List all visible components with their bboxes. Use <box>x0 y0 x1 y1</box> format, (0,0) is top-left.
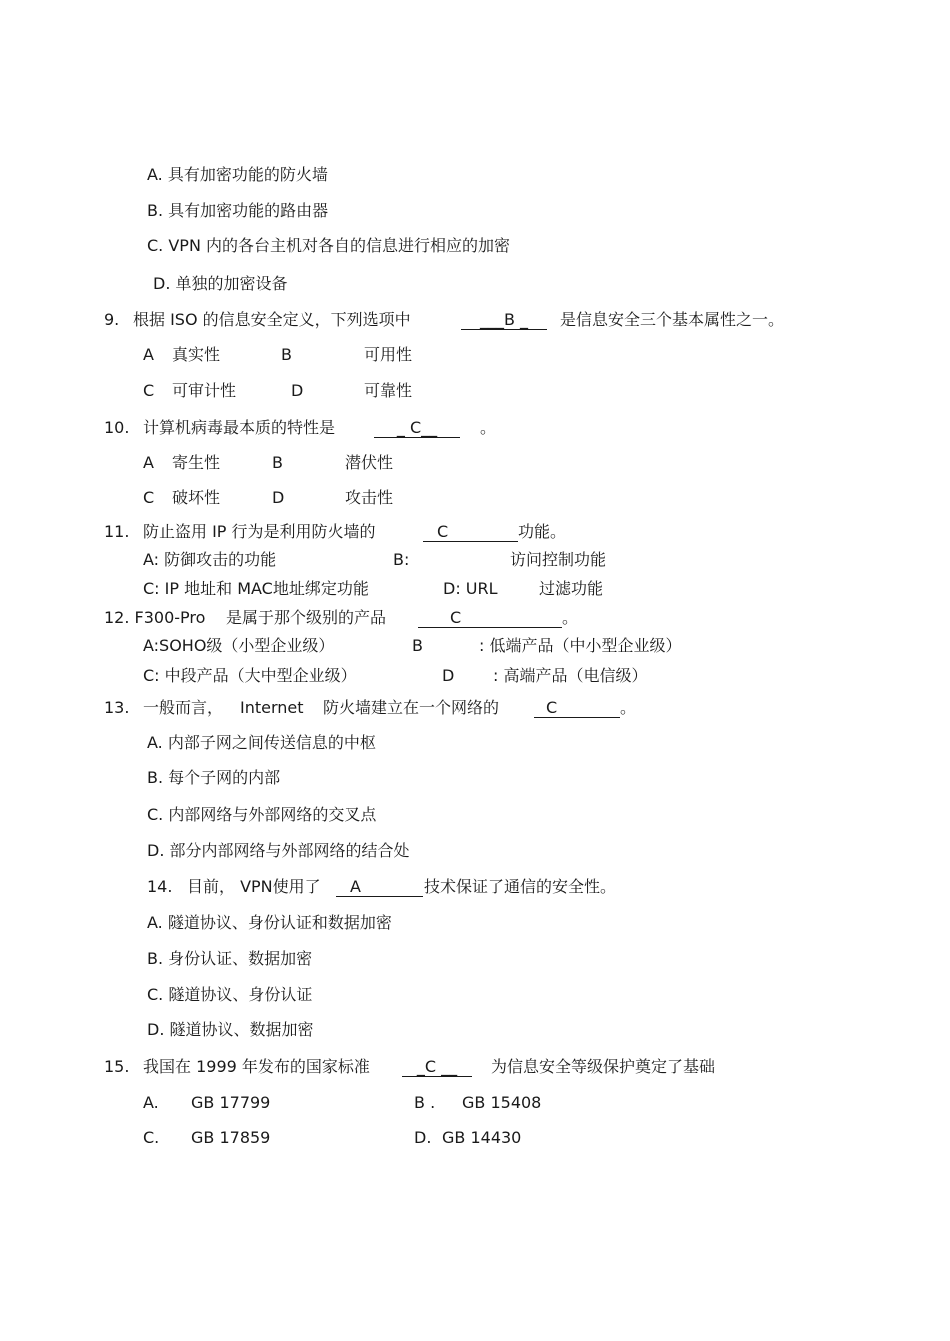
q14-option-a: A. 隧道协议、身份认证和数据加密 <box>147 913 392 932</box>
q12-option-a: A:SOHO级（小型企业级） <box>143 636 335 655</box>
q9-number: 9. <box>104 310 120 329</box>
q13-stem-part3: 防火墙建立在一个网络的 <box>323 698 500 717</box>
q10-number: 10. <box>104 418 130 437</box>
q15-option-b-text: GB 15408 <box>462 1093 542 1112</box>
q13-option-a: A. 内部子网之间传送信息的中枢 <box>147 733 376 752</box>
q15-answer-blank: _C __ <box>402 1058 472 1077</box>
q15-option-b-label: B . <box>414 1093 436 1112</box>
q10-option-b-text: 潜伏性 <box>345 453 394 472</box>
q8-option-b: B. 具有加密功能的路由器 <box>147 201 329 220</box>
q10-option-d-text: 攻击性 <box>345 488 394 507</box>
q15-option-c-text: GB 17859 <box>191 1128 271 1147</box>
q15-option-c-label: C. <box>143 1128 160 1147</box>
q14-option-b: B. 身份认证、数据加密 <box>147 949 313 968</box>
q12-option-d-label: D <box>442 666 455 685</box>
q12-stem-tail: 。 <box>562 608 579 627</box>
q15-stem: 我国在 1999 年发布的国家标准 <box>143 1057 370 1076</box>
q14-answer-blank: A <box>336 878 423 897</box>
q14-option-c: C. 隧道协议、身份认证 <box>147 985 313 1004</box>
q13-answer-blank: C <box>534 699 620 718</box>
q15-option-a-text: GB 17799 <box>191 1093 271 1112</box>
q11-option-a: A: 防御攻击的功能 <box>143 550 277 569</box>
q12-stem: 是属于那个级别的产品 <box>226 608 387 627</box>
q9-option-d-label: D <box>291 381 304 400</box>
q15-option-d-label: D. <box>414 1128 432 1147</box>
q11-option-c: C: IP 地址和 MAC地址绑定功能 <box>143 579 369 598</box>
q13-stem-tail: 。 <box>620 698 637 717</box>
q15-number: 15. <box>104 1057 130 1076</box>
q14-number: 14. <box>147 877 173 896</box>
q12-option-b-text: : 低端产品（中小型企业级） <box>479 636 682 655</box>
q11-option-d-label: D: URL <box>443 579 498 598</box>
q9-stem-tail: 是信息安全三个基本属性之一。 <box>560 310 785 329</box>
q9-option-c-label: C <box>143 381 155 400</box>
q11-option-b-label: B: <box>393 550 410 569</box>
q10-answer-blank: _ C__ <box>374 419 460 438</box>
q8-option-c: C. VPN 内的各台主机对各自的信息进行相应的加密 <box>147 236 510 255</box>
q10-stem: 计算机病毒最本质的特性是 <box>143 418 336 437</box>
q8-option-a: A. 具有加密功能的防火墙 <box>147 165 328 184</box>
q13-stem-part2: Internet <box>240 698 304 717</box>
q9-option-b-text: 可用性 <box>364 345 413 364</box>
q10-option-c-text: 破坏性 <box>172 488 221 507</box>
q9-option-d-text: 可靠性 <box>364 381 413 400</box>
q9-option-a-label: A <box>143 345 154 364</box>
q12-number: 12. F300-Pro <box>104 608 206 627</box>
q10-option-d-label: D <box>272 488 285 507</box>
q11-stem-tail: 功能。 <box>518 522 567 541</box>
q11-option-b-text: 访问控制功能 <box>510 550 607 569</box>
q13-number: 13. <box>104 698 130 717</box>
q12-option-c: C: 中段产品（大中型企业级） <box>143 666 357 685</box>
q10-stem-tail: 。 <box>480 418 497 437</box>
q15-option-d-text: GB 14430 <box>442 1128 522 1147</box>
q13-option-d: D. 部分内部网络与外部网络的结合处 <box>147 841 410 860</box>
q13-option-b: B. 每个子网的内部 <box>147 768 281 787</box>
q9-option-c-text: 可审计性 <box>172 381 237 400</box>
q15-stem-tail: 为信息安全等级保护奠定了基础 <box>491 1057 716 1076</box>
q8-option-d: D. 单独的加密设备 <box>153 274 288 293</box>
q13-option-c: C. 内部网络与外部网络的交叉点 <box>147 805 377 824</box>
q10-option-c-label: C <box>143 488 155 507</box>
q10-option-a-text: 寄生性 <box>172 453 221 472</box>
q9-stem: 根据 ISO 的信息安全定义，下列选项中 <box>133 310 411 329</box>
q11-stem: 防止盗用 IP 行为是利用防火墙的 <box>143 522 376 541</box>
q12-option-d-text: : 高端产品（电信级） <box>493 666 648 685</box>
q14-stem-tail: 技术保证了通信的安全性。 <box>424 877 617 896</box>
q11-answer-blank: C <box>423 523 518 542</box>
q9-option-b-label: B <box>281 345 292 364</box>
q12-option-b-label: B <box>412 636 423 655</box>
q9-answer-blank: ___B _ <box>461 311 547 330</box>
q15-option-a-label: A. <box>143 1093 159 1112</box>
q9-option-a-text: 真实性 <box>172 345 221 364</box>
q12-answer-blank: C <box>418 609 562 628</box>
q14-stem: 目前， VPN使用了 <box>187 877 321 896</box>
q13-stem-part1: 一般而言， <box>143 698 224 717</box>
q10-option-b-label: B <box>272 453 283 472</box>
q10-option-a-label: A <box>143 453 154 472</box>
q14-option-d: D. 隧道协议、数据加密 <box>147 1020 314 1039</box>
q11-option-d-text: 过滤功能 <box>539 579 604 598</box>
q11-number: 11. <box>104 522 130 541</box>
